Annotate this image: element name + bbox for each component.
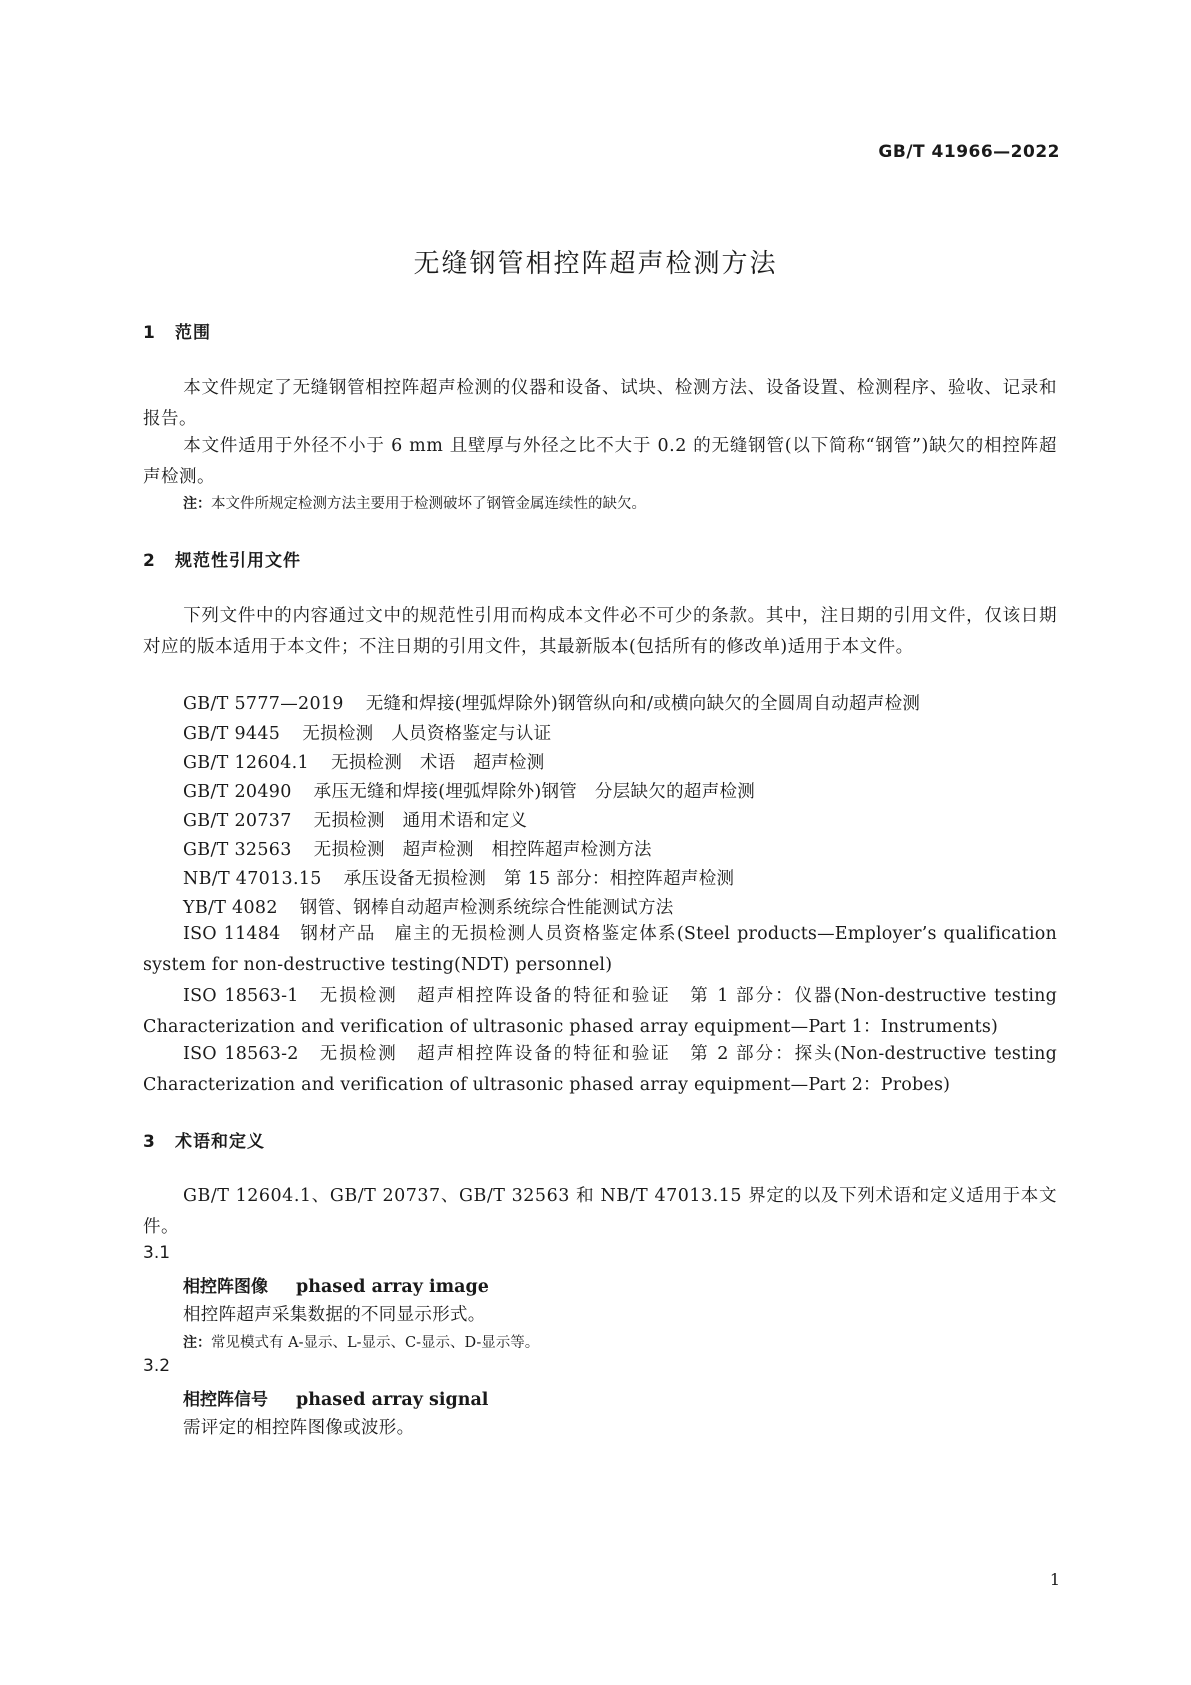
note-label: 注： <box>183 496 211 512</box>
term-zh: 相控阵信号 <box>183 1390 268 1410</box>
section-title: 范围 <box>175 323 211 343</box>
reference-title: 无损检测 超声检测 相控阵超声检测方法 <box>313 840 652 860</box>
section-number: 1 <box>143 323 156 343</box>
reference-item <box>183 836 652 861</box>
reference-code: GB/T 20737 <box>183 811 292 831</box>
paragraph-text: 本文件规定了无缝钢管相控阵超声检测的仪器和设备、试块、检测方法、设备设置、检测程序、验收、记录和报告。 <box>143 378 1057 429</box>
term-heading <box>183 1272 489 1297</box>
terms-intro <box>143 1181 1057 1243</box>
term-zh: 相控阵图像 <box>183 1277 268 1297</box>
section-1-heading <box>143 318 211 343</box>
term-en: phased array image <box>296 1277 489 1297</box>
reference-item <box>183 778 755 803</box>
reference-item-iso-18563-2 <box>143 1039 1057 1101</box>
document-title: 无缝钢管相控阵超声检测方法 <box>413 249 778 279</box>
reference-title: 承压无缝和焊接(埋弧焊除外)钢管 分层缺欠的超声检测 <box>313 782 756 802</box>
reference-item <box>183 894 674 919</box>
section-number: 2 <box>143 551 156 571</box>
term-definition: 需评定的相控阵图像或波形。 <box>183 1418 415 1438</box>
reference-item <box>183 865 734 890</box>
section-title: 规范性引用文件 <box>175 551 301 571</box>
reference-title: 无损检测 人员资格鉴定与认证 <box>302 724 552 744</box>
paragraph-text: 下列文件中的内容通过文中的规范性引用而构成本文件必不可少的条款。其中，注日期的引用文件，仅该日期对应的版本适用于本文件；不注日期的引用文件，其最新版本(包括所有的修改单)适用于本文件。 <box>143 606 1057 657</box>
reference-title: 钢管、钢棒自动超声检测系统综合性能测试方法 <box>299 898 674 918</box>
section-title: 术语和定义 <box>175 1132 265 1152</box>
paragraph-text: GB/T 12604.1、GB/T 20737、GB/T 32563 和 NB/T 47013.15 界定的以及下列术语和定义适用于本文件。 <box>143 1186 1057 1237</box>
reference-item-iso-18563-1 <box>143 981 1057 1043</box>
reference-code: GB/T 9445 <box>183 724 281 744</box>
scope-paragraph-2 <box>143 431 1057 493</box>
reference-item <box>183 807 527 832</box>
reference-text: ISO 18563-1 无损检测 超声相控阵设备的特征和验证 第 1 部分：仪器(Non-destructive testing Characterization and verification of ultrasonic phased array equipment—Part 1：Instruments) <box>143 986 1057 1037</box>
reference-code: YB/T 4082 <box>183 898 278 918</box>
term-note <box>183 1331 539 1352</box>
scope-paragraph-1 <box>143 373 1057 435</box>
reference-item <box>183 720 551 745</box>
reference-code: NB/T 47013.15 <box>183 869 322 889</box>
document-code: GB/T 41966—2022 <box>878 142 1060 162</box>
reference-title: 承压设备无损检测 第 15 部分：相控阵超声检测 <box>343 869 735 889</box>
reference-text: ISO 18563-2 无损检测 超声相控阵设备的特征和验证 第 2 部分：探头(Non-destructive testing Characterization and verification of ultrasonic phased array equipment—Part 2：Probes) <box>143 1044 1057 1095</box>
reference-code: GB/T 32563 <box>183 840 292 860</box>
section-2-heading <box>143 546 301 571</box>
reference-code: GB/T 12604.1 <box>183 753 309 773</box>
reference-code: GB/T 20490 <box>183 782 292 802</box>
reference-title: 无损检测 通用术语和定义 <box>313 811 528 831</box>
reference-title: 无损检测 术语 超声检测 <box>330 753 545 773</box>
section-3-heading <box>143 1127 265 1152</box>
page-number: 1 <box>1049 1570 1060 1589</box>
term-number: 3.2 <box>143 1356 171 1376</box>
note-text: 本文件所规定检测方法主要用于检测破坏了钢管金属连续性的缺欠。 <box>211 496 646 512</box>
term-en: phased array signal <box>296 1390 489 1410</box>
section-number: 3 <box>143 1132 156 1152</box>
note-label: 注： <box>183 1335 211 1351</box>
term-heading <box>183 1385 488 1410</box>
scope-note <box>183 492 646 513</box>
reference-item-iso-11484 <box>143 919 1057 981</box>
paragraph-text: 本文件适用于外径不小于 6 mm 且壁厚与外径之比不大于 0.2 的无缝钢管(以下简称“钢管”)缺欠的相控阵超声检测。 <box>143 436 1057 487</box>
reference-title: 无缝和焊接(埋弧焊除外)钢管纵向和/或横向缺欠的全圆周自动超声检测 <box>365 694 921 714</box>
term-number: 3.1 <box>143 1243 171 1263</box>
reference-item <box>183 749 545 774</box>
reference-text: ISO 11484 钢材产品 雇主的无损检测人员资格鉴定体系(Steel products—Employer’s qualification system for non-destructive testing(NDT) personnel) <box>143 924 1057 975</box>
reference-item <box>183 690 920 715</box>
references-intro <box>143 601 1057 663</box>
note-text: 常见模式有 A-显示、L-显示、C-显示、D-显示等。 <box>211 1335 540 1351</box>
reference-code: GB/T 5777—2019 <box>183 694 344 714</box>
term-definition: 相控阵超声采集数据的不同显示形式。 <box>183 1305 486 1325</box>
